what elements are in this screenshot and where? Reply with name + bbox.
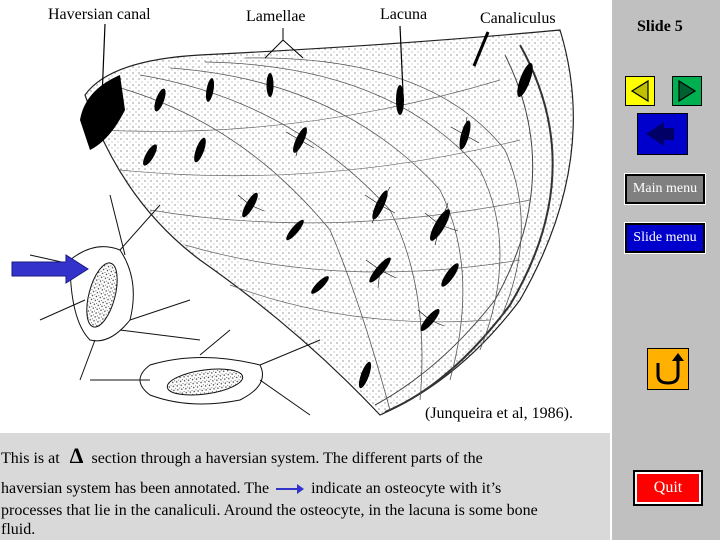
previous-slide-button[interactable] bbox=[625, 76, 655, 106]
next-slide-button[interactable] bbox=[672, 76, 702, 106]
caption-line-2-post: indicate an osteocyte with it’s bbox=[311, 480, 502, 497]
label-haversian-canal: Haversian canal bbox=[48, 6, 151, 23]
caption-line-1-post: section through a haversian system. The different parts of the bbox=[91, 450, 483, 467]
label-canaliculus: Canaliculus bbox=[480, 10, 556, 27]
caption-line-2 bbox=[1, 478, 501, 499]
citation: (Junqueira et al, 1986). bbox=[425, 405, 573, 422]
label-lacuna: Lacuna bbox=[380, 6, 428, 23]
label-lamellae: Lamellae bbox=[246, 8, 306, 25]
delta-symbol: Δ bbox=[69, 443, 84, 468]
triangle-left-icon bbox=[626, 77, 654, 105]
return-button[interactable] bbox=[647, 348, 689, 390]
slide-number: Slide 5 bbox=[637, 18, 683, 35]
triangle-right-icon bbox=[673, 77, 701, 105]
back-button[interactable] bbox=[637, 113, 688, 155]
caption-line-1 bbox=[1, 445, 483, 469]
caption-line-1-pre: This is at bbox=[1, 450, 60, 467]
slide-menu-button[interactable]: Slide menu bbox=[625, 223, 705, 253]
u-turn-icon bbox=[648, 349, 688, 389]
caption-line-3: processes that lie in the canaliculi. Around the osteocyte, in the lacuna is some bone bbox=[1, 502, 538, 519]
speaker-back-icon bbox=[638, 114, 687, 154]
right-arrow-icon bbox=[10, 254, 90, 284]
caption-line-4: fluid. bbox=[1, 521, 36, 538]
quit-button[interactable]: Quit bbox=[635, 472, 701, 504]
caption-line-2-pre: haversian system has been annotated. The bbox=[1, 480, 270, 497]
right-arrow-icon bbox=[275, 483, 305, 495]
main-menu-button[interactable]: Main menu bbox=[625, 174, 705, 204]
